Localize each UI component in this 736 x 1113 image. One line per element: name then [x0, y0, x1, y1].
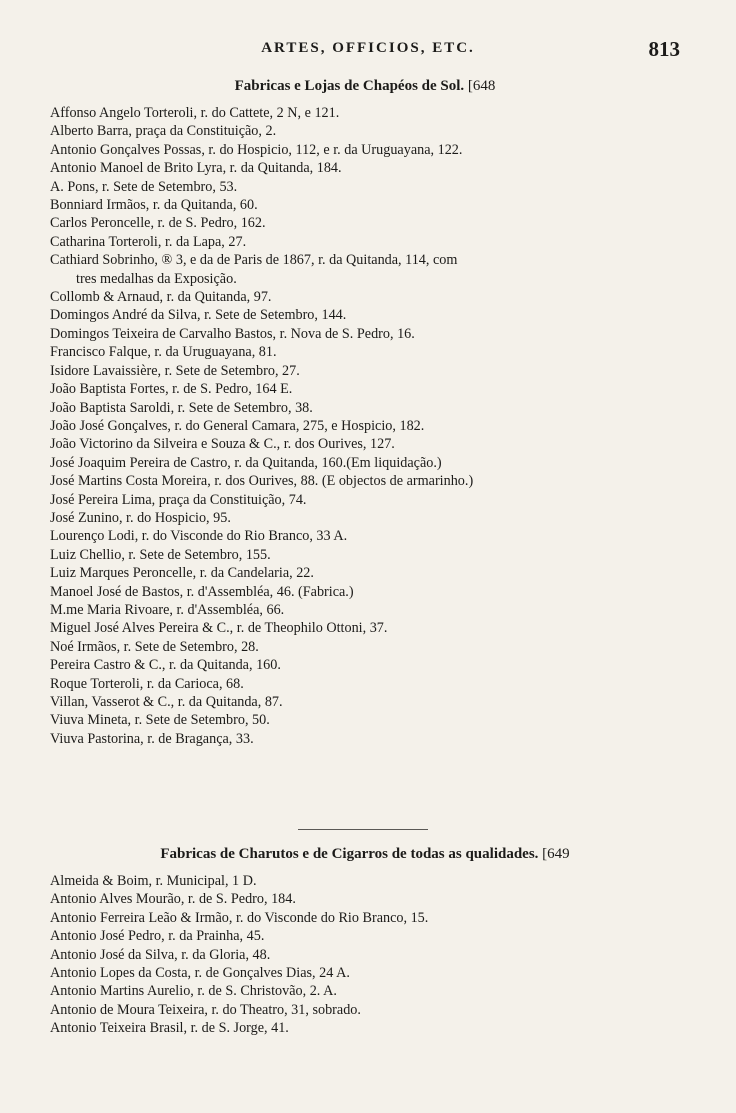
directory-entry: [40, 509, 690, 527]
entry-text: Lourenço Lodi, r. do Visconde do Rio Branco, 33 A.: [50, 528, 348, 545]
entry-text: João José Gonçalves, r. do General Camara, 275, e Hospicio, 182.: [50, 417, 425, 434]
entry-text: Noé Irmãos, r. Sete de Setembro, 28.: [50, 638, 259, 655]
directory-entry: [40, 601, 690, 619]
directory-entry: [40, 964, 690, 982]
directory-entry: [40, 656, 690, 674]
entry-text: Almeida & Boim, r. Municipal, 1 D.: [50, 873, 257, 889]
section-cigar-makers: [40, 840, 690, 1038]
entry-text: Antonio José Pedro, r. da Prainha, 45.: [50, 928, 265, 945]
directory-entry: [40, 306, 690, 324]
entry-text: José Joaquim Pereira de Castro, r. da Quitanda, 160.(Em liquidação.): [50, 454, 442, 471]
directory-entry: [40, 927, 690, 945]
directory-entry: [40, 730, 690, 748]
entry-text: Antonio José da Silva, r. da Gloria, 48.: [50, 946, 271, 963]
entry-text: Antonio Ferreira Leão & Irmão, r. do Visconde do Rio Branco, 15.: [50, 909, 429, 926]
entry-text: Domingos Teixeira de Carvalho Bastos, r. Nova de S. Pedro, 16.: [50, 325, 415, 342]
section-heading-title: Fabricas de Charutos e de Cigarros de todas as qualidades.: [160, 846, 539, 862]
directory-entry: [40, 1001, 690, 1019]
entry-text: Miguel José Alves Pereira & C., r. de Theophilo Ottoni, 37.: [50, 620, 388, 637]
directory-entry: [40, 1019, 690, 1037]
directory-entry: [40, 619, 690, 637]
section-heading: [40, 72, 690, 100]
directory-entry: [40, 178, 690, 196]
directory-entry: [40, 251, 690, 288]
running-title: ARTES, OFFICIOS, ETC.: [261, 40, 475, 56]
entry-text: Isidore Lavaissière, r. Sete de Setembro, 27.: [50, 362, 300, 379]
entry-text: Antonio de Moura Teixeira, r. do Theatro, 31, sobrado.: [50, 1001, 361, 1018]
directory-entry: [40, 491, 690, 509]
entry-text: Affonso Angelo Torteroli, r. do Cattete, 2 N, e 121.: [50, 105, 340, 121]
directory-entry: [40, 982, 690, 1000]
entry-text: Viuva Pastorina, r. de Bragança, 33.: [50, 730, 254, 747]
section-umbrella-makers: [40, 72, 690, 748]
directory-entry: [40, 527, 690, 545]
section-divider: [298, 829, 428, 830]
entry-text: Roque Torteroli, r. da Carioca, 68.: [50, 675, 244, 692]
directory-entry: [40, 909, 690, 927]
entry-text: José Pereira Lima, praça da Constituição, 74.: [50, 491, 307, 508]
section-number: [648: [467, 78, 496, 94]
directory-entry: [40, 872, 690, 890]
entry-text: Catharina Torteroli, r. da Lapa, 27.: [50, 233, 247, 250]
directory-entry: [40, 159, 690, 177]
entry-text: Domingos André da Silva, r. Sete de Setembro, 144.: [50, 307, 347, 324]
directory-entry: [40, 435, 690, 453]
directory-entry: [40, 454, 690, 472]
entry-text: José Martins Costa Moreira, r. dos Ourives, 88. (E objectos de armarinho.): [50, 473, 474, 490]
entry-text: Villan, Vasserot & C., r. da Quitanda, 87.: [50, 694, 283, 710]
entry-text: João Baptista Fortes, r. de S. Pedro, 164 E.: [50, 381, 293, 398]
directory-entry: [40, 362, 690, 380]
entry-text: Bonniard Irmãos, r. da Quitanda, 60.: [50, 197, 258, 214]
entry-text: Antonio Lopes da Costa, r. de Gonçalves Dias, 24 A.: [50, 965, 350, 982]
directory-entry: [40, 141, 690, 159]
entry-continuation: tres medalhas da Exposição.: [76, 270, 237, 287]
entry-text: Antonio Martins Aurelio, r. de S. Christovão, 2. A.: [50, 983, 337, 1000]
entry-text: A. Pons, r. Sete de Setembro, 53.: [50, 178, 238, 195]
directory-entry: [40, 343, 690, 361]
directory-entry: [40, 675, 690, 693]
directory-entry: [40, 214, 690, 232]
entry-text: Luiz Chellio, r. Sete de Setembro, 155.: [50, 546, 271, 563]
directory-entry: [40, 233, 690, 251]
directory-entry: [40, 890, 690, 908]
page-number: 813: [648, 37, 680, 61]
running-head: [0, 37, 736, 68]
entry-text: José Zunino, r. do Hospicio, 95.: [50, 509, 231, 526]
directory-entry: [40, 122, 690, 140]
section-number: [649: [542, 846, 570, 862]
entry-list: [40, 872, 690, 1038]
section-heading-title: Fabricas e Lojas de Chapéos de Sol.: [234, 78, 465, 94]
entry-text: Luiz Marques Peroncelle, r. da Candelaria, 22.: [50, 565, 314, 582]
directory-entry: [40, 472, 690, 490]
directory-entry: [40, 417, 690, 435]
directory-entry: [40, 564, 690, 582]
directory-entry: [40, 638, 690, 656]
entry-text: Manoel José de Bastos, r. d'Assembléa, 46. (Fabrica.): [50, 583, 354, 600]
directory-entry: [40, 399, 690, 417]
directory-entry: [40, 196, 690, 214]
entry-text: Carlos Peroncelle, r. de S. Pedro, 162.: [50, 215, 266, 232]
entry-text: Antonio Gonçalves Possas, r. do Hospicio, 112, e r. da Uruguayana, 122.: [50, 141, 463, 158]
entry-text: João Baptista Saroldi, r. Sete de Setembro, 38.: [50, 399, 313, 416]
entry-text: Antonio Alves Mourão, r. de S. Pedro, 184.: [50, 891, 296, 908]
directory-entry: [40, 583, 690, 601]
entry-text: M.me Maria Rivoare, r. d'Assembléa, 66.: [50, 601, 285, 618]
entry-text: Antonio Manoel de Brito Lyra, r. da Quitanda, 184.: [50, 160, 342, 177]
entry-text: Francisco Falque, r. da Uruguayana, 81.: [50, 344, 277, 361]
entry-text: João Victorino da Silveira e Souza & C., r. dos Ourives, 127.: [50, 436, 395, 453]
entry-list: [40, 104, 690, 748]
entry-text: Cathiard Sobrinho, ® 3, e da de Paris de 1867, r. da Quitanda, 114, com: [50, 252, 458, 269]
directory-entry: [40, 288, 690, 306]
directory-entry: [40, 711, 690, 729]
entry-text: Pereira Castro & C., r. da Quitanda, 160.: [50, 657, 281, 674]
directory-entry: [40, 380, 690, 398]
directory-entry: [40, 104, 690, 122]
directory-entry: [40, 946, 690, 964]
directory-entry: [40, 546, 690, 564]
directory-entry: [40, 693, 690, 711]
directory-entry: [40, 325, 690, 343]
entry-text: Collomb & Arnaud, r. da Quitanda, 97.: [50, 289, 272, 306]
entry-text: Alberto Barra, praça da Constituição, 2.: [50, 123, 277, 140]
section-heading: [40, 840, 690, 868]
entry-text: Viuva Mineta, r. Sete de Setembro, 50.: [50, 712, 270, 729]
entry-text: Antonio Teixeira Brasil, r. de S. Jorge, 41.: [50, 1020, 289, 1037]
